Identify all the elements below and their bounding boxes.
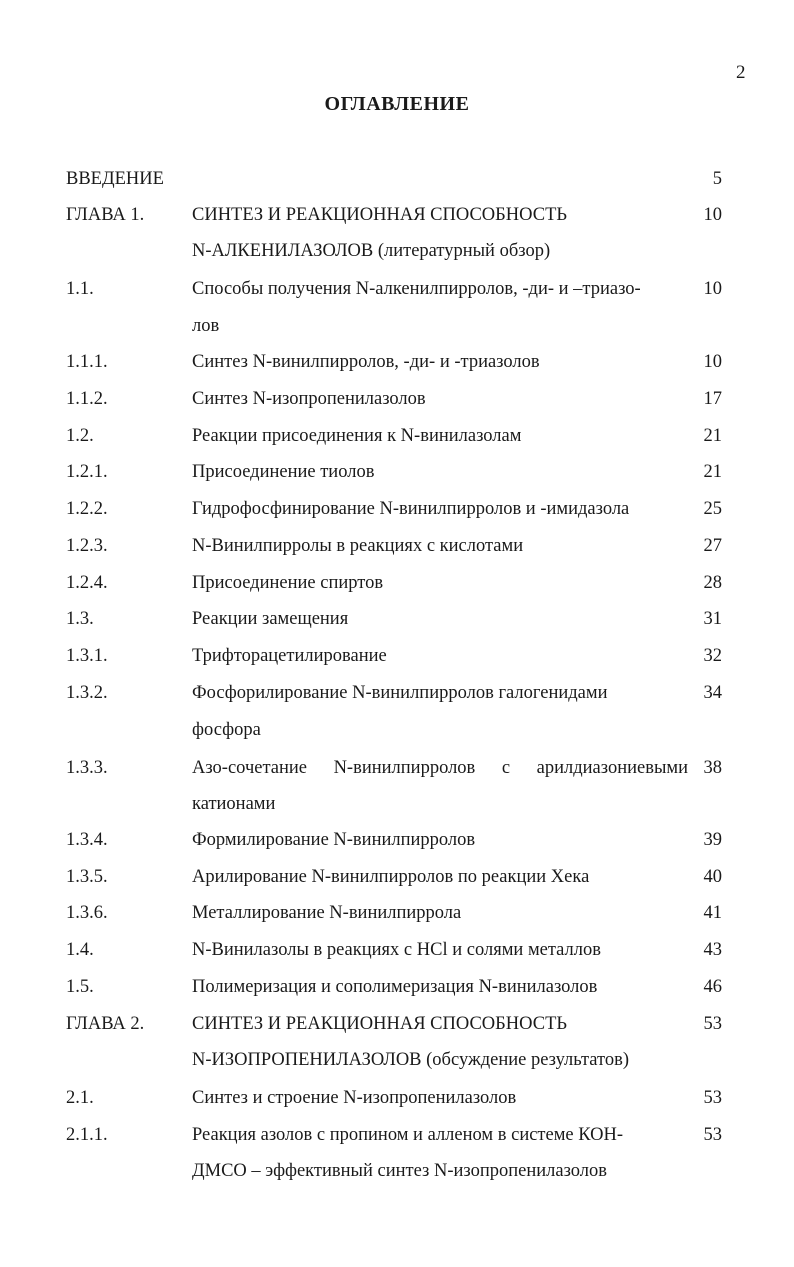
toc-entry-number: ГЛАВА 2. (66, 1014, 145, 1034)
toc-entry-number: 1.1.1. (66, 352, 108, 372)
toc-entry-page: 10 (703, 352, 722, 372)
toc-entry-title-line: Арилирование N-винилпирролов по реакции Хека (192, 867, 590, 887)
toc-entry-title-line: N-ИЗОПРОПЕНИЛАЗОЛОВ (обсуждение результатов) (192, 1050, 630, 1070)
toc-entry-page: 43 (703, 940, 722, 960)
toc-entry-page: 53 (703, 1014, 722, 1034)
toc-entry-title-line: Реакции присоединения к N-винилазолам (192, 426, 522, 446)
toc-entry-page: 41 (703, 903, 722, 923)
toc-entry-page: 21 (703, 462, 722, 482)
toc-entry-title-line: N-Винилазолы в реакциях с HCl и солями металлов (192, 940, 601, 960)
toc-entry-number: 1.3.3. (66, 758, 108, 778)
page-number: 2 (736, 62, 746, 83)
toc-entry-title-line: СИНТЕЗ И РЕАКЦИОННАЯ СПОСОБНОСТЬ (192, 205, 567, 225)
toc-entry-page: 21 (703, 426, 722, 446)
toc-entry-page: 27 (703, 536, 722, 556)
toc-entry-number: 1.2.1. (66, 462, 108, 482)
toc-entry-number: 1.2.3. (66, 536, 108, 556)
toc-entry-page: 34 (703, 683, 722, 703)
toc-entry-page: 31 (703, 609, 722, 629)
toc-entry-number: 1.4. (66, 940, 94, 960)
toc-entry-title-line: СИНТЕЗ И РЕАКЦИОННАЯ СПОСОБНОСТЬ (192, 1014, 567, 1034)
toc-entry-number: 1.3.4. (66, 830, 108, 850)
toc-entry-page: 53 (703, 1125, 722, 1145)
toc-entry-page: 28 (703, 573, 722, 593)
toc-entry-title-line: Полимеризация и сополимеризация N-винилазолов (192, 977, 598, 997)
toc-entry-title-line: Синтез N-винилпирролов, -ди- и -триазолов (192, 352, 540, 372)
toc-entry-title-line: Реакция азолов с пропином и алленом в системе КОН- (192, 1125, 624, 1145)
page-title: ОГЛАВЛЕНИЕ (324, 93, 470, 115)
toc-entry-number: 1.2.2. (66, 499, 108, 519)
toc-entry-number: 2.1. (66, 1088, 94, 1108)
toc-entry-title-line: ВВЕДЕНИЕ (66, 169, 164, 189)
toc-entry-title-line: Присоединение спиртов (192, 573, 384, 593)
toc-entry-page: 46 (703, 977, 722, 997)
toc-entry-title-line: Реакции замещения (192, 609, 349, 629)
toc-entry-number: 1.5. (66, 977, 94, 997)
toc-entry-page: 38 (703, 758, 722, 778)
toc-entry-title-line: лов (192, 316, 220, 336)
toc-entry-title-line: ДМСО – эффективный синтез N-изопропенилазолов (192, 1161, 608, 1181)
toc-entry-title-line: Фосфорилирование N-винилпирролов галогенидами (192, 683, 608, 703)
toc-entry-title-line: Синтез N-изопропенилазолов (192, 389, 426, 409)
toc-entry-number: 1.3.6. (66, 903, 108, 923)
toc-entry-page: 32 (703, 646, 722, 666)
toc-entry-title-line: Трифторацетилирование (192, 646, 387, 666)
toc-entry-number: 1.3.1. (66, 646, 108, 666)
toc-entry-page: 40 (703, 867, 722, 887)
toc-entry-number: 1.3.2. (66, 683, 108, 703)
toc-entry-page: 53 (703, 1088, 722, 1108)
toc-entry-title-line: Способы получения N-алкенилпирролов, -ди- и –триазо- (192, 279, 641, 299)
toc-entry-number: ГЛАВА 1. (66, 205, 145, 225)
toc-entry-title-line: Синтез и строение N-изопропенилазолов (192, 1088, 517, 1108)
toc-entry-number: 1.3.5. (66, 867, 108, 887)
toc-entry-title-line: N-Винилпирролы в реакциях с кислотами (192, 536, 524, 556)
toc-entry-title-line: фосфора (192, 720, 261, 740)
toc-entry-title-line: катионами (192, 794, 276, 814)
toc-entry-page: 10 (703, 279, 722, 299)
toc-entry-page: 39 (703, 830, 722, 850)
toc-entry-number: 1.2. (66, 426, 94, 446)
toc-entry-number: 2.1.1. (66, 1125, 108, 1145)
toc-entry-page: 25 (703, 499, 722, 519)
toc-entry-number: 1.3. (66, 609, 94, 629)
toc-entry-title-line: Азо-сочетание N-винилпирролов с арилдиазониевыми (192, 758, 688, 778)
toc-entry-number: 1.2.4. (66, 573, 108, 593)
toc-entry-title-line: N-АЛКЕНИЛАЗОЛОВ (литературный обзор) (192, 241, 551, 261)
toc-entry-page: 17 (703, 389, 722, 409)
toc-entry-title-line: Формилирование N-винилпирролов (192, 830, 476, 850)
toc-entry-number: 1.1. (66, 279, 94, 299)
toc-entry-number: 1.1.2. (66, 389, 108, 409)
toc-entry-page: 10 (703, 205, 722, 225)
toc-entry-title-line: Присоединение тиолов (192, 462, 375, 482)
toc-entry-title-line: Гидрофосфинирование N-винилпирролов и -имидазола (192, 499, 630, 519)
toc-entry-page: 5 (712, 169, 722, 189)
toc-entry-title-line: Металлирование N-винилпиррола (192, 903, 462, 923)
